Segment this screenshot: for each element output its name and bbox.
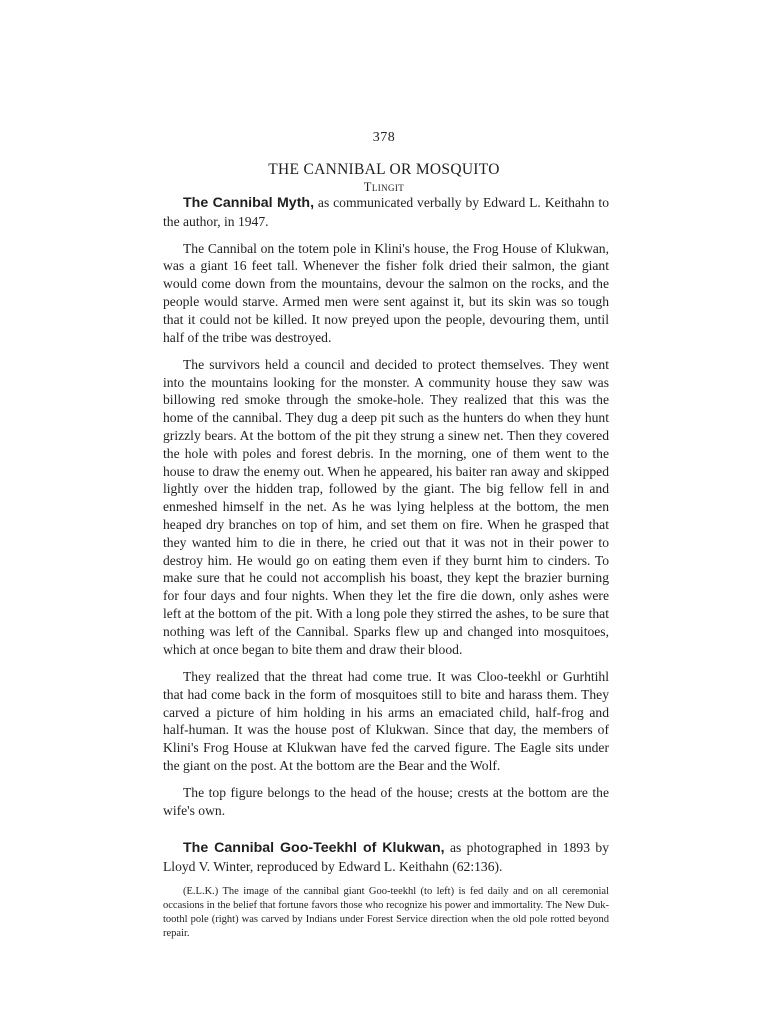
body-paragraph: They realized that the threat had come true. It was Cloo-teekhl or Gurhtihl that had come back in the form of mosquitoes still to bite and harass them. They carved a picture of him holding in his arms an emaciated child, half-frog and half-human. It was the house post of Klukwan. Since that day, the members of Klini's Frog House at Klukwan have fed the carved figure. The Eagle sits under the giant on the post. At the bottom are the Bear and the Wolf. <box>163 668 609 773</box>
body-paragraph: The top figure belongs to the head of the house; crests at the bottom are the wife's own. <box>163 785 609 818</box>
intro-text: as communicated verbally by Edward L. Keithahn to the author, in 1947. <box>163 195 610 229</box>
chapter-title: THE CANNIBAL OR MOSQUITO <box>268 161 500 178</box>
section-text: as photographed in 1893 by Lloyd V. Winter, reproduced by Edward L. Keithahn (62:136). <box>163 839 609 874</box>
body-text <box>163 194 609 950</box>
body-paragraph: The survivors held a council and decided to protect themselves. They went into the mountains looking for the monster. A community house they saw was billowing red smoke through the smoke-hole. They realized that this was the home of the cannibal. They dug a deep pit such as the hunters do when they hunt grizzly bears. At the bottom of the pit they strung a sinew net. Then they covered the hole with poles and forest debris. In the morning, one of them went to the house to draw the enemy out. When he appeared, his baiter ran away and skipped lightly over the hidden trap, followed by the giant. The big fellow fell in and enmeshed himself in the net. As he was lying helpless at the bottom, the men heaped dry branches on top of him, and set them on fire. When he grasped that they wanted him to die in there, he cried out that it was not in their power to destroy him. He would go on eating them even if they burnt him to cinders. To make sure that he could not accomplish his boast, they kept the brazier burning for four days and four nights. When they let the fire die down, only ashes were left at the bottom of the pit. With a long pole they stirred the ashes, to be sure that nothing was left of the Cannibal. Sparks flew up and changed into mosquitoes, which at once began to bite them and draw their blood. <box>163 356 609 657</box>
intro-heading: The Cannibal Myth, <box>183 195 315 211</box>
page-number: 378 <box>372 130 396 145</box>
body-paragraph: The Cannibal on the totem pole in Klini's house, the Frog House of Klukwan, was a giant 16 feet tall. Whenever the fisher folk dried their salmon, the giant would come down from the mountains, devour the salmon on the rocks, and the people would starve. Armed men were sent against it, but its skin was so tough that it could not be killed. It now preyed upon the people, devouring them, until half of the tribe was destroyed. <box>163 240 609 345</box>
section-heading: The Cannibal Goo-Teekhl of Klukwan, <box>183 839 445 856</box>
caption-note: (E.L.K.) The image of the cannibal giant Goo-teekhl (to left) is fed daily and on all ceremonial occasions in the belief that fortune favors those who recognize his power and immortality. The New Duk-toothl pole (right) was carved by Indians under Forest Service direction when the old pole rotted beyond repair. <box>163 886 609 939</box>
chapter-subtitle: Tlingit <box>363 180 405 194</box>
section-paragraph <box>163 839 609 876</box>
intro-paragraph <box>163 194 609 231</box>
